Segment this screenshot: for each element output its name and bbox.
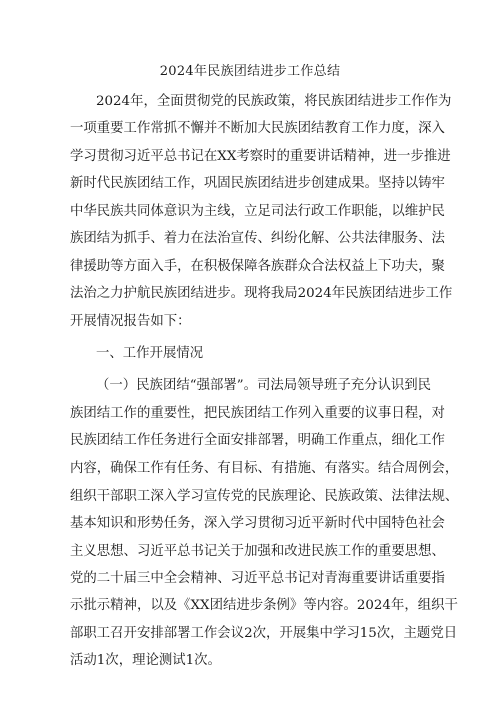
section-line-5: 组织干部职工深入学习宣传党的民族理论、民族政策、法律法规、	[70, 489, 459, 504]
section-line-8: 党的二十届三中全会精神、习近平总书记对青海重要讲话重要指	[70, 571, 445, 586]
section-line-3: 民族团结工作任务进行全面安排部署，明确工作重点，细化工作	[70, 433, 445, 448]
intro-line-3: 学习贯彻习近平总书记在XX考察时的重要讲话精神，进一步推进	[70, 149, 451, 164]
intro-line-4: 新时代民族团结工作，巩固民族团结进步创建成果。坚持以铸牢	[70, 176, 445, 191]
intro-line-9: 开展情况报告如下：	[70, 314, 191, 329]
section-line-1: （一）民族团结“强部署”。司法局领导班子充分认识到民	[96, 378, 432, 393]
intro-line-7: 律援助等方面入手，在积极保障各族群众合法权益上下功夫，聚	[70, 259, 445, 274]
section-line-11: 活动1次，理论测试1次。	[70, 653, 221, 668]
intro-line-8: 法治之力护航民族团结进步。现将我局2024年民族团结进步工作	[70, 286, 453, 301]
section-line-7: 主义思想、习近平总书记关于加强和改进民族工作的重要思想、	[70, 544, 445, 559]
section-line-10: 部职工召开安排部署工作会议2次，开展集中学习15次，主题党日	[70, 626, 458, 641]
intro-line-1: 2024年，全面贯彻党的民族政策，将民族团结进步工作作为	[96, 94, 452, 109]
section-line-9: 示批示精神，以及《XX团结进步条例》等内容。2024年，组织干	[70, 598, 458, 613]
intro-line-5: 中华民族共同体意识为主线，立足司法行政工作职能，以维护民	[70, 204, 445, 219]
section-line-4: 内容，确保工作有任务、有目标、有措施、有落实。结合周例会，	[70, 461, 459, 476]
document-title: 2024年民族团结进步工作总结	[159, 64, 341, 79]
section-line-6: 基本知识和形势任务，深入学习贯彻习近平新时代中国特色社会	[70, 516, 445, 531]
intro-line-6: 族团结为抓手、着力在法治宣传、纠纷化解、公共法律服务、法	[70, 231, 445, 246]
section-line-2: 族团结工作的重要性，把民族团结工作列入重要的议事日程，对	[70, 406, 445, 421]
intro-line-2: 一项重要工作常抓不懈并不断加大民族团结教育工作力度，深入	[70, 121, 445, 136]
section-heading: 一、工作开展情况	[96, 346, 204, 361]
